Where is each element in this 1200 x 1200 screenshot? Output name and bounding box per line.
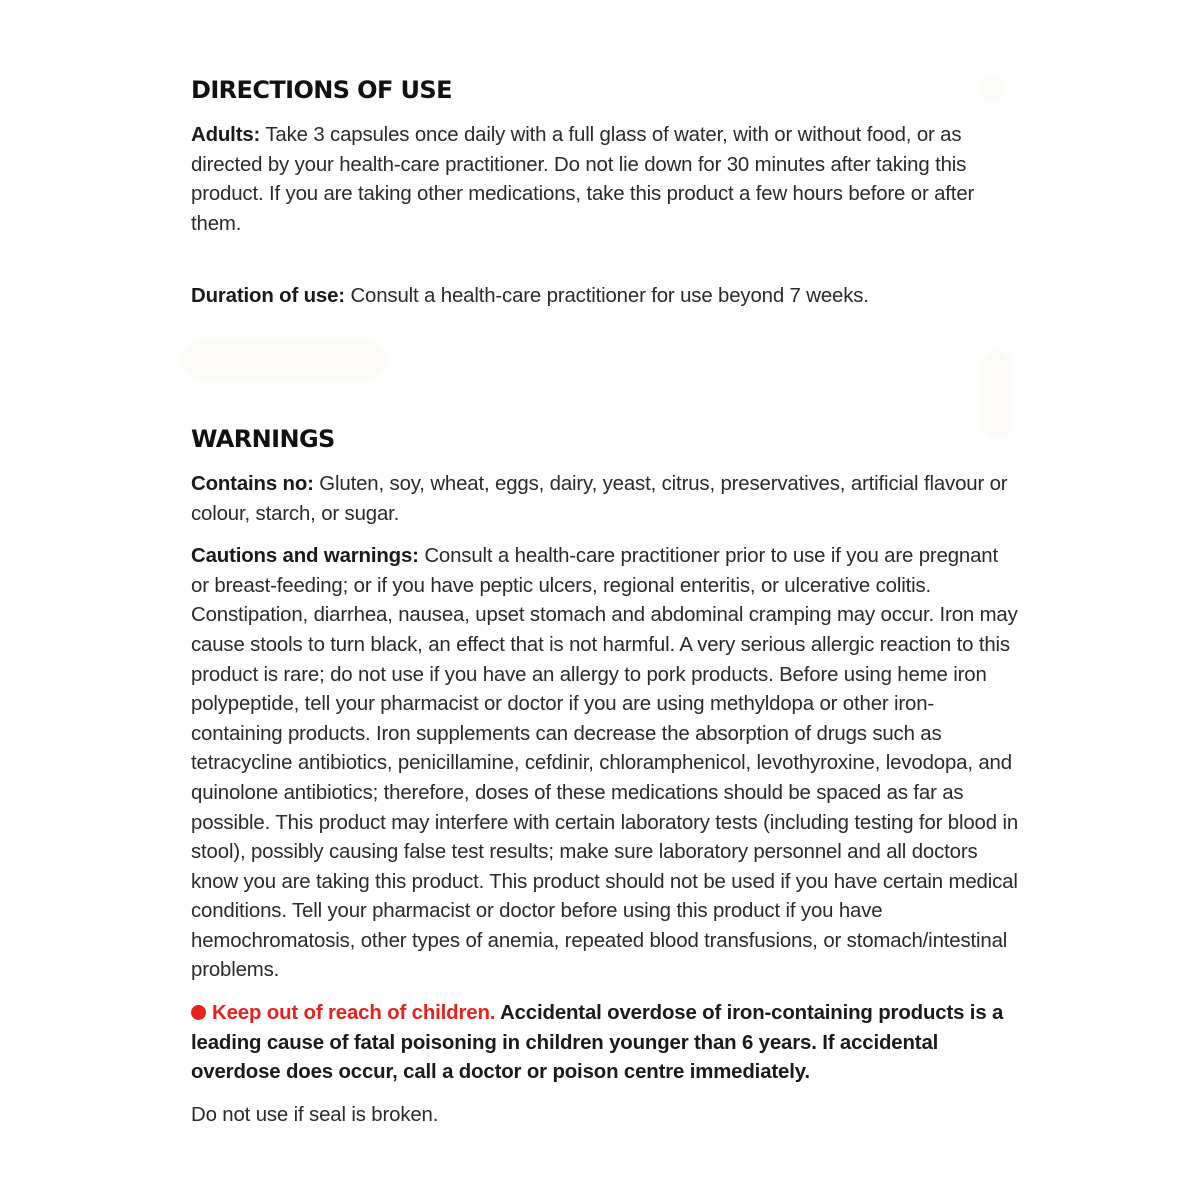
duration-paragraph — [191, 282, 1021, 312]
duration-label: Duration of use: — [191, 285, 345, 308]
warnings-heading: WARNINGS — [191, 424, 335, 453]
seal-notice: Do not use if seal is broken. — [191, 1103, 439, 1126]
cautions-label: Cautions and warnings: — [191, 545, 419, 568]
keep-out-text: Accidental overdose of iron-containing products is a leading cause of fatal poisoning in children younger than 6 years. If accidental overdose does occur, call a doctor or poison centre immediately. — [191, 1002, 1004, 1084]
contains-text: Gluten, soy, wheat, eggs, dairy, yeast, citrus, preservatives, artificial flavour or colour, starch, or sugar. — [191, 472, 1008, 525]
adults-text: Take 3 capsules once daily with a full glass of water, with or without food, or as directed by your health-care practitioner. Do not lie down for 30 minutes after taking this product. If you are taking other medications, take this product a few hours before or after them. — [191, 124, 975, 235]
adults-paragraph — [191, 121, 1021, 239]
red-bullet-icon — [191, 1005, 206, 1020]
adults-label: Adults: — [191, 124, 261, 146]
keep-out-label: Keep out of reach of children. — [212, 1002, 496, 1025]
label-text-panel — [191, 74, 1021, 1130]
cautions-paragraph — [191, 542, 1021, 986]
contains-label: Contains no: — [191, 472, 314, 495]
keep-out-paragraph — [191, 999, 1021, 1088]
duration-text: Consult a health-care practitioner for use beyond 7 weeks. — [344, 285, 869, 308]
contains-paragraph — [191, 470, 1021, 529]
cautions-text: Consult a health-care practitioner prior to use if you are pregnant or breast-feeding; or if you have peptic ulcers, regional enteritis, or ulcerative colitis. Constipation, diarrhea, nausea, upset stomach and abdominal cramping may occur. Iron may cause stools to turn black, an effect that is not harmful. A very serious allergic reaction to this product is rare; do not use if you have an allergy to pork products. Before using heme iron polypeptide, tell your pharmacist or doctor if you are using methyldopa or other iron-containing products. Iron supplements can decrease the absorption of drugs such as tetracycline antibiotics, penicillamine, cefdinir, chloramphenicol, levothyroxine, levodopa, and quinolone antibiotics; therefore, doses of these medications should be spaced as far as possible. This product may interfere with certain laboratory tests (including testing for blood in stool), possibly causing false test results; make sure laboratory personnel and all doctors know you are taking this product. This product should not be used if you have certain medical conditions. Tell your pharmacist or doctor before using this product if you have hemochromatosis, other types of anemia, repeated blood transfusions, or stomach/intestinal problems. — [191, 545, 1019, 982]
directions-heading: DIRECTIONS OF USE — [191, 76, 452, 104]
